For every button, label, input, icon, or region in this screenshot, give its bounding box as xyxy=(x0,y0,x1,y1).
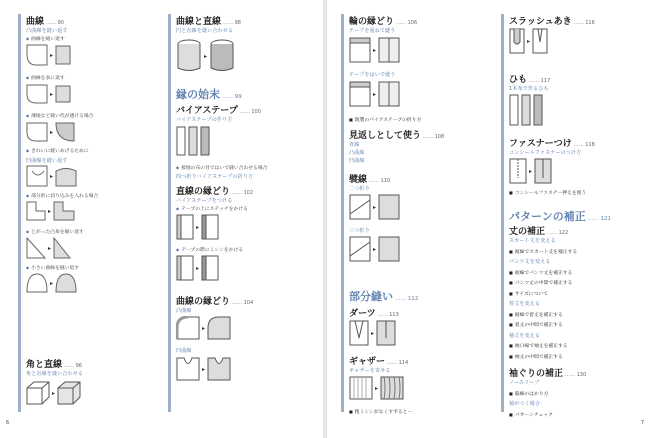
length-item[interactable]: ■ サイズについて xyxy=(509,290,577,301)
corner-diagram-icon xyxy=(26,201,46,221)
ring-trim-icon xyxy=(349,37,371,63)
label-trim-1[interactable]: ◆ テープの上にステッチをかける xyxy=(176,205,248,212)
thumb-row xyxy=(509,28,548,54)
zipper-diagram-icon xyxy=(534,158,552,184)
gather-diagram-icon xyxy=(380,376,404,400)
method-pleat-1[interactable]: 二つ折り xyxy=(349,186,370,192)
right-col-2 xyxy=(501,14,646,424)
thumb-row xyxy=(26,237,71,259)
method-straight-trim[interactable]: バイアステープをつける xyxy=(176,198,233,204)
hem-diagram-icon xyxy=(378,236,400,262)
label-concave-2[interactable]: ◆ とがった凸角を縫い返す xyxy=(26,228,84,235)
thumb-row xyxy=(176,255,219,281)
method-concave[interactable]: 凹曲線を縫い返す xyxy=(26,158,68,164)
ring-trim-icon xyxy=(378,37,400,63)
method-curve-straight[interactable]: 円と直線を縫い合わせる xyxy=(176,28,234,34)
thumb-row xyxy=(509,94,543,126)
length-item[interactable]: ■ 袖丈の中間で補正する xyxy=(509,353,577,364)
arrow-icon: ▸ xyxy=(202,365,206,373)
label-gather[interactable]: ■ 粗ミシンがなくすずるとー xyxy=(349,408,412,415)
armhole-item[interactable]: ノースリーブ xyxy=(509,380,540,386)
thumb-row xyxy=(176,214,219,240)
heading-curve-straight[interactable]: 曲線と直線 …… 98 xyxy=(176,17,241,27)
curve-diagram-icon xyxy=(26,273,48,293)
thumb-row xyxy=(176,39,235,73)
thumb-row xyxy=(26,381,81,405)
curve-diagram-icon xyxy=(55,122,75,142)
ring-trim-icon xyxy=(349,81,371,107)
section-bar xyxy=(168,14,171,412)
heading-partial-sewing[interactable]: 部分縫い …… 112 xyxy=(349,290,419,303)
method-facing-2[interactable]: 凸曲線 xyxy=(349,150,365,156)
arrow-icon: ▸ xyxy=(50,90,54,98)
label-concave-3[interactable]: ◆ 小さい曲線を縫い返す xyxy=(26,264,79,271)
length-item[interactable]: ■ 裾線でスカート丈を補正する xyxy=(509,248,577,259)
thumb-row xyxy=(349,320,396,346)
left-col-1 xyxy=(18,14,158,424)
arrow-icon: ▸ xyxy=(527,37,531,45)
cylinder-diagram-icon xyxy=(176,39,202,73)
length-list xyxy=(509,237,577,363)
arrow-icon: ▸ xyxy=(371,329,375,337)
length-item[interactable]: ■ 裾線で着丈を補正する xyxy=(509,311,577,322)
method-bias-tape[interactable]: バイアステープの作り方 xyxy=(176,117,233,123)
arrow-icon: ▸ xyxy=(52,389,56,397)
tape-diagram-icon xyxy=(176,126,186,156)
curve-diagram-icon xyxy=(55,273,77,293)
arrow-icon: ▸ xyxy=(50,128,54,136)
heading-length[interactable]: 丈の補正 …… 122 xyxy=(509,227,569,237)
method-string[interactable]: 1本布で作るひも xyxy=(509,86,549,92)
thumb-row xyxy=(176,126,210,156)
label-curve-1[interactable]: ◆ 曲線を縫い返す xyxy=(26,35,65,42)
corner-diagram-icon xyxy=(53,237,71,259)
trim-diagram-icon xyxy=(176,255,194,281)
curve-diagram-icon xyxy=(26,84,48,104)
box-diagram-icon xyxy=(26,381,50,405)
heading-dart[interactable]: ダーツ …… 113 xyxy=(349,309,399,319)
left-page xyxy=(0,0,323,438)
heading-gather[interactable]: ギャザー …… 114 xyxy=(349,357,409,367)
arrow-icon: ▸ xyxy=(202,324,206,332)
heading-slash[interactable]: スラッシュあき …… 116 xyxy=(509,17,595,27)
trim-diagram-icon xyxy=(176,214,194,240)
length-item[interactable]: ■ 袖口線で袖丈を補正する xyxy=(509,342,577,353)
heading-zipper[interactable]: ファスナーつけ …… 118 xyxy=(509,139,595,149)
label-trim-2[interactable]: ◆ テープの際にミシンをかける xyxy=(176,246,243,253)
thumb-row xyxy=(349,236,400,262)
curve-trim-icon xyxy=(207,316,231,340)
curve-trim-icon xyxy=(207,357,231,381)
section-bar xyxy=(341,14,344,412)
arrow-icon: ▸ xyxy=(48,244,52,252)
section-bar xyxy=(18,14,21,412)
arrow-icon: ▸ xyxy=(196,223,200,231)
curve-diagram-icon xyxy=(26,44,48,66)
curve-diagram-icon xyxy=(26,165,48,187)
arrow-icon: ▸ xyxy=(373,90,377,98)
dart-diagram-icon xyxy=(376,320,396,346)
heading-ring-trim[interactable]: 輪の縁どり …… 106 xyxy=(349,17,418,27)
tape-diagram-icon xyxy=(200,126,210,156)
method-gather[interactable]: ギャザーを寄せる xyxy=(349,368,391,374)
corner-diagram-icon xyxy=(26,237,46,259)
tape-diagram-icon xyxy=(188,126,198,156)
string-diagram-icon xyxy=(509,94,519,126)
label-zipper[interactable]: ■ コンシールファスナー押えを使う xyxy=(509,189,586,196)
thumb-row xyxy=(349,194,400,220)
thumb-row xyxy=(26,273,77,293)
heading-edge-finish[interactable]: 縁の始末 …… 99 xyxy=(176,88,242,101)
length-item[interactable]: 着丈を変える xyxy=(509,301,541,307)
heading-pleat[interactable]: 襞線 …… 110 xyxy=(349,175,391,185)
thumb-row xyxy=(26,165,77,187)
arrow-icon: ▸ xyxy=(373,46,377,54)
curve-diagram-icon xyxy=(55,45,71,65)
heading-curve-trim[interactable]: 曲線の縁どり …… 104 xyxy=(176,297,254,307)
arrow-icon: ▸ xyxy=(529,167,533,175)
page-number: 6 xyxy=(6,420,10,426)
arrow-icon: ▸ xyxy=(204,52,208,60)
left-col-2 xyxy=(168,14,318,424)
method-pleat-2[interactable]: 三つ折り xyxy=(349,228,370,234)
arrow-icon: ▸ xyxy=(50,51,54,59)
armhole-list xyxy=(509,379,553,421)
method-curve[interactable]: 凸曲線を縫い返す xyxy=(26,28,68,34)
hem-diagram-icon xyxy=(378,194,400,220)
heading-pattern-correction[interactable]: パターンの補正 …… 121 xyxy=(509,210,612,223)
thumb-row xyxy=(26,84,71,104)
thumb-row xyxy=(349,81,400,107)
arrow-icon: ▸ xyxy=(50,172,54,180)
arrow-icon: ▸ xyxy=(196,264,200,272)
heading-curve[interactable]: 曲線 …… 90 xyxy=(26,17,64,27)
heading-bias-tape[interactable]: バイアステープ …… 100 xyxy=(176,106,261,116)
length-item[interactable]: ■ パンツ丈の中間で補正する xyxy=(509,279,577,290)
label-curve-4[interactable]: ◆ きれいに縫いあげるために xyxy=(26,147,89,154)
ring-trim-icon xyxy=(378,81,400,107)
label-curve-3[interactable]: ◆ 薄地など縫い代が透ける場合 xyxy=(26,112,93,119)
method-zipper[interactable]: コンシールファスナーのつけ方 xyxy=(509,150,582,156)
right-page xyxy=(327,0,650,438)
dart-diagram-icon xyxy=(349,320,369,346)
trim-diagram-icon xyxy=(201,214,219,240)
cylinder-diagram-icon xyxy=(209,39,235,73)
thumb-row xyxy=(349,37,400,63)
method-ring-1[interactable]: テープを重ねて縫う xyxy=(349,28,396,34)
heading-armhole[interactable]: 袖ぐりの補正 …… 130 xyxy=(509,369,587,379)
method-corner[interactable]: 角と直線を縫い合わせる xyxy=(26,371,84,377)
hem-diagram-icon xyxy=(349,236,371,262)
method-facing-1[interactable]: 直線 xyxy=(349,142,360,148)
thumb-row xyxy=(176,316,231,340)
length-item[interactable]: ■ 裾線でパンツ丈を補正する xyxy=(509,269,577,280)
thumb-row xyxy=(176,357,231,381)
armhole-item[interactable]: 袖がつく場合 xyxy=(509,401,541,407)
trim-diagram-icon xyxy=(201,255,219,281)
thumb-row xyxy=(349,376,404,400)
right-col-1 xyxy=(341,14,491,424)
curve-diagram-icon xyxy=(55,85,71,103)
heading-corner[interactable]: 角と直線 …… 96 xyxy=(26,360,82,370)
arrow-icon: ▸ xyxy=(48,207,52,215)
method-facing-3[interactable]: 凹曲線 xyxy=(349,158,365,164)
slash-diagram-icon xyxy=(532,28,548,54)
page-number: 7 xyxy=(640,420,644,426)
armhole-item[interactable]: ■ パターンチェック xyxy=(509,411,553,422)
heading-straight-trim[interactable]: 直線の縁どり …… 102 xyxy=(176,187,254,197)
method-concave-trim[interactable]: 凹曲線 xyxy=(176,348,192,354)
slash-diagram-icon xyxy=(509,28,525,54)
label-bias-2[interactable]: 四つ折りバイアステープの折り方 xyxy=(176,174,254,180)
label-ring[interactable]: ■ 既製のバイアステープの折り方 xyxy=(349,116,421,123)
arrow-icon: ▸ xyxy=(375,384,379,392)
box-diagram-icon xyxy=(57,381,81,405)
heading-facing[interactable]: 見返しとして使う …… 108 xyxy=(349,131,445,141)
hem-diagram-icon xyxy=(349,194,371,220)
string-diagram-icon xyxy=(533,94,543,126)
length-item[interactable]: 袖丈を変える xyxy=(509,332,541,339)
label-concave-1[interactable]: ◆ 部分的に切り込みを入れる場合 xyxy=(26,192,98,199)
section-bar xyxy=(501,14,504,412)
thumb-row xyxy=(26,44,71,66)
length-item[interactable]: ■ 着丈の中間で補正する xyxy=(509,321,577,332)
corner-diagram-icon xyxy=(53,201,75,221)
arrow-icon: ▸ xyxy=(373,245,377,253)
thumb-row xyxy=(26,201,75,221)
length-item[interactable]: スカート丈を変える xyxy=(509,238,556,244)
arrow-icon: ▸ xyxy=(50,279,54,287)
thumb-row xyxy=(509,158,552,184)
label-curve-2[interactable]: ◆ 曲線を表に返す xyxy=(26,74,65,81)
string-diagram-icon xyxy=(521,94,531,126)
curve-trim-icon xyxy=(176,316,200,340)
heading-string[interactable]: ひも …… 117 xyxy=(509,75,551,85)
length-item[interactable]: パンツ丈を変える xyxy=(509,259,551,265)
label-bias-1[interactable]: ◆ 接地の布の目ではいで縫い合わせる場合 xyxy=(176,164,267,171)
zipper-diagram-icon xyxy=(509,158,527,184)
armhole-item[interactable]: ■ 脇線のはかり方 xyxy=(509,390,553,401)
arrow-icon: ▸ xyxy=(373,203,377,211)
thumb-row xyxy=(26,122,75,142)
method-ring-2[interactable]: テープをはいで縫う xyxy=(349,72,396,78)
curve-diagram-icon xyxy=(55,165,77,187)
method-convex[interactable]: 凸曲線 xyxy=(176,308,192,314)
gather-diagram-icon xyxy=(349,376,373,400)
curve-trim-icon xyxy=(176,357,200,381)
curve-diagram-icon xyxy=(26,122,48,142)
